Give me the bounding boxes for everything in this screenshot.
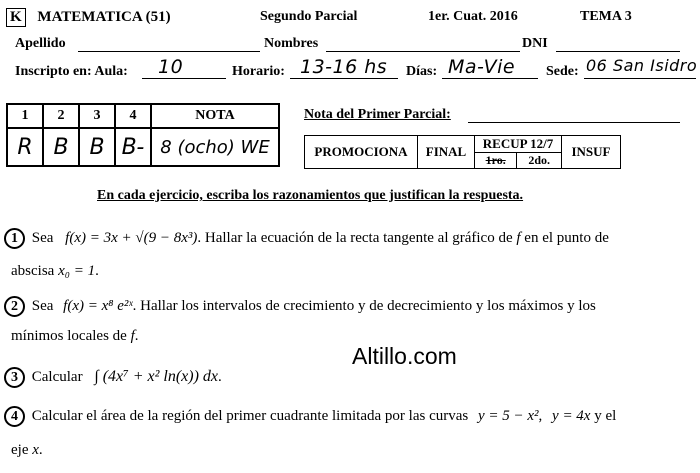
aula-value: 10 [158,56,184,78]
status-final: FINAL [418,136,475,169]
grade-value-nota: 8 (ocho) WE [151,128,279,166]
grade-value-1: R [7,128,43,166]
exercise-text: . [134,328,139,344]
horario-label: Horario: [232,64,285,79]
exercise-4-curve-2: y = 4x [552,408,591,424]
exercise-text: f [516,230,521,246]
primer-parcial-label: Nota del Primer Parcial: [304,107,451,122]
apellido-label: Apellido [15,36,66,51]
grade-value-4: B- [115,128,151,166]
inscripto-label: Inscripto en: Aula: [15,64,128,79]
exercise-number: 3 [4,367,25,388]
exercise-text: Sea [31,230,54,246]
status-recup: RECUP 12/7 [475,136,562,153]
watermark: Altillo.com [352,343,457,369]
grade-value-2: B [43,128,79,166]
grade-header-2: 2 [43,104,79,128]
exercise-number: 2 [4,296,25,317]
status-recup-1ro: 1ro. [475,153,517,169]
exercise-4-curve-1: y = 5 − x² [477,408,539,424]
apellido-line[interactable] [78,51,260,52]
exercise-text: . [218,369,222,385]
aula-line [142,78,226,79]
sede-value: 06 San Isidro [586,56,698,75]
exercise-text: abscisa [11,263,55,279]
exercise-text: eje [11,442,29,458]
exercise-3 [4,367,222,388]
dias-line [442,78,538,79]
status-recup-2do: 2do. [517,153,562,169]
status-promociona: PROMOCIONA [305,136,418,169]
dni-line[interactable] [556,51,680,52]
exercise-2 [4,296,596,317]
period: 1er. Cuat. 2016 [428,9,518,24]
dias-value: Ma-Vie [448,56,516,78]
dni-label: DNI [522,36,548,51]
grade-value-3: B [79,128,115,166]
grades-table [6,103,280,167]
exercise-4: 4 Calcular el área de la región del primer cuadrante limitada por las curvas y = 5 − x², y = 4x y el [4,406,616,427]
sede-line [584,78,696,79]
exercise-text: en el punto de [524,230,609,246]
course-header [6,8,171,27]
exercise-text: . [95,263,99,279]
grade-header-nota: NOTA [151,104,279,128]
k-box: K [6,8,26,27]
exercise-number: 4 [4,406,25,427]
exercise-3-integral: ∫ (4x⁷ + x² ln(x)) dx [94,368,219,385]
exercise-4-line2 [11,442,43,459]
course-name: MATEMATICA (51) [37,9,171,25]
nombres-label: Nombres [264,36,319,51]
exercise-text: x₀ = 1 [58,263,96,279]
primer-parcial-line[interactable] [468,122,680,123]
exercise-1-line2 [11,263,99,280]
grade-header-3: 3 [79,104,115,128]
exercise-1-function: f(x) = 3x + √(9 − 8x³) [65,230,198,246]
exercise-text: f [130,328,135,344]
instructions: En cada ejercicio, escriba los razonamientos que justifican la respuesta. [97,188,524,203]
horario-value: 13-16 hs [300,56,388,78]
grade-header-4: 4 [115,104,151,128]
grade-header-1: 1 [7,104,43,128]
exercise-text: x [32,442,39,458]
exercise-text: mínimos locales de [11,328,127,344]
status-table [304,135,621,169]
horario-line [290,78,398,79]
dias-label: Días: [406,64,438,79]
status-insuf: INSUF [562,136,621,169]
exercise-text: Sea [31,298,54,314]
exercise-1 [4,228,609,249]
exercise-text: Calcular el área de la región del primer cuadrante limitada por las curvas [31,408,469,424]
exercise-2-function: f(x) = x⁸ e²ˣ [63,298,133,314]
tema: TEMA 3 [580,9,632,24]
exercise-text: y el [594,408,617,424]
nombres-line[interactable] [326,51,520,52]
sede-label: Sede: [546,64,579,79]
exercise-2-line2 [11,328,138,345]
exercise-text: . Hallar la ecuación de la recta tangente al gráfico de [197,230,513,246]
exercise-text: . [38,442,43,458]
exercise-number: 1 [4,228,25,249]
exercise-text: . Hallar los intervalos de crecimiento y de decrecimiento y los máximos y los [132,298,596,314]
exercise-text: Calcular [31,369,83,385]
exam-name: Segundo Parcial [260,9,358,24]
